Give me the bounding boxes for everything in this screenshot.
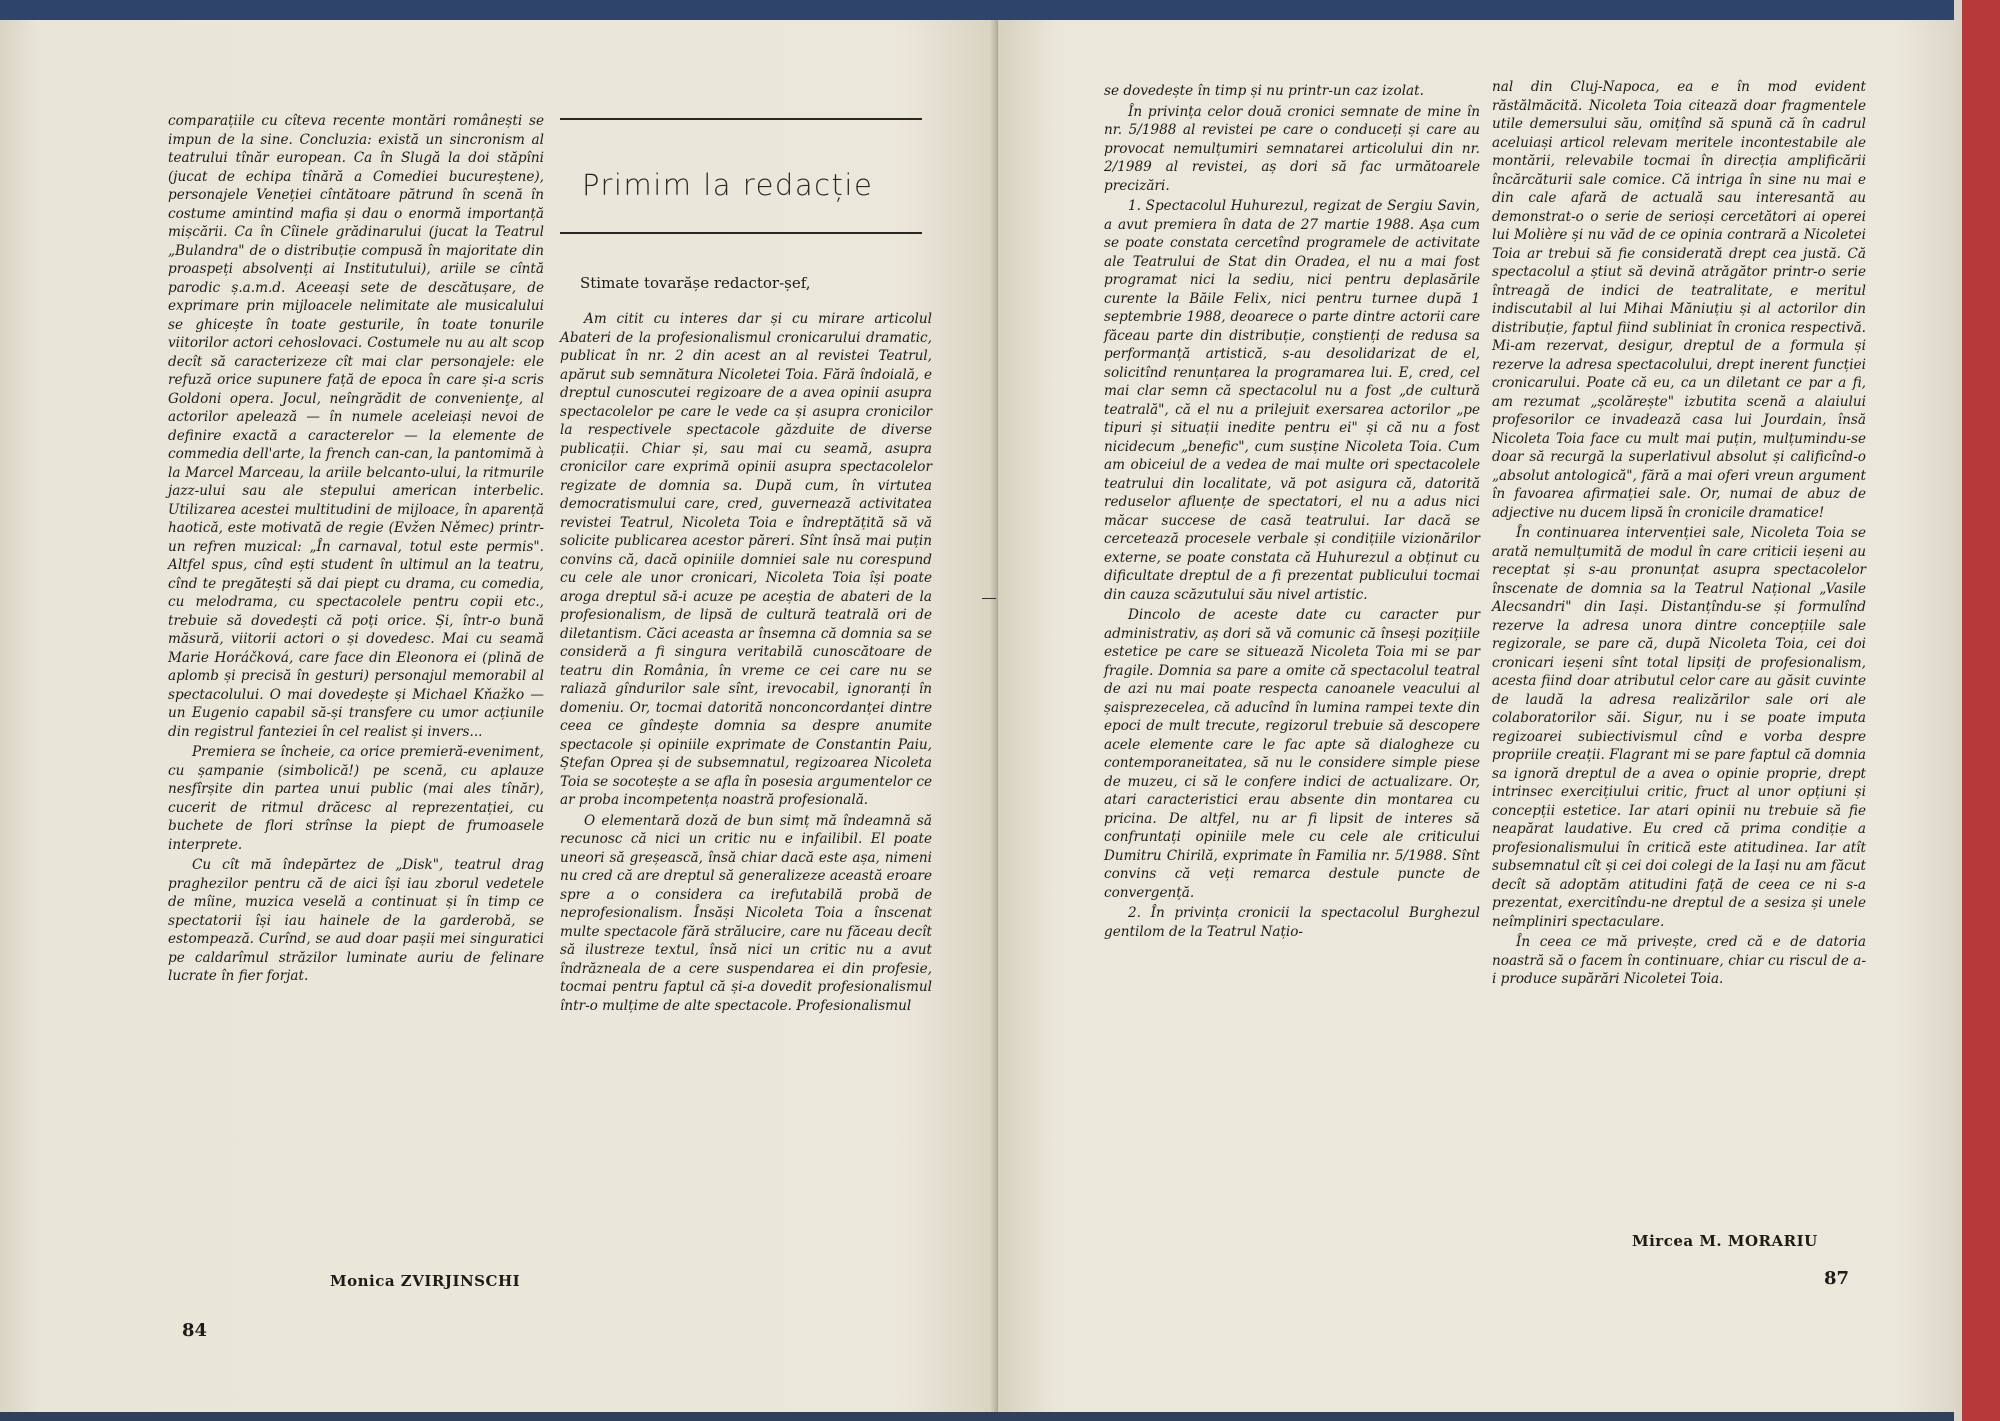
right-page-column-1	[1104, 82, 1480, 1282]
paragraph: În continuarea intervenției sale, Nicoleta Toia se arată nemulțumită de modul în care criticii ieșeni au receptat și s-au pronunțat asupra spectacolelor înscenate de domnia sa la Teatrul Național „Vasile Alecsandri" din Iași. Distanțîndu-se și formulînd rezerve la adresa unora dintre concepțiile sale regizorale, se pare că, după Nicoleta Toia, cei doi cronicari ieșeni sînt total lipsiți de profesionalism, acesta fiind doar atributul celor care au găsit cuvinte de laudă la adresa realizărilor sale ori ale colaboratorilor săi. Sigur, nu i se poate imputa regizoarei subiectivismul cînd e vorba despre propriile creații. Flagrant mi se pare faptul că domnia sa ignoră dreptul de a avea o opinie proprie, drept intrinsec exercițiului critic, fruct al unor opțiuni și concepții estetice. Iar atari opinii nu trebuie să fie neapărat laudative. Eu cred că prima condiție a profesionalismului în critică este atitudinea. Iar atît subsemnatul cît și cei doi colegi de la Iași nu am făcut decît să adoptăm atitudini față de ceea ce ni s-a prezentat, exercitîndu-ne dreptul de a sesiza și unele neîmpliniri spectaculare.	[1492, 525, 1866, 930]
right-page	[998, 20, 1956, 1412]
author-signature: Mircea M. MORARIU	[1632, 1232, 1818, 1250]
paragraph: Cu cît mă îndepărtez de „Disk", teatrul drag praghezilor pentru că de aici își iau zborul vedetele de mîine, muzica veselă a continuat și în timp ce spectatorii își iau hainele de la garderobă, se estompează. Curînd, se aud doar pașii mei singuratici pe caldarîmul străzilor luminate auriu de felinare lucrate în fier forjat.	[168, 857, 544, 984]
left-page	[0, 20, 998, 1412]
paragraph: Dincolo de aceste date cu caracter pur administrativ, aș dori să vă comunic că înseși pozițiile estetice pe care se situează Nicoleta Toia mi se par fragile. Domnia sa pare a omite că spectacolul teatral de azi nu mai poate respecta canoanele veacului al șaisprezecelea, că aducînd în lumina rampei texte din epoci de mult trecute, regizorul trebuie să descopere acele elemente care le fac apte să dialogheze cu contemporaneitatea, să nu le considere simple piese de muzeu, ci să le confere indici de actualizare. Or, atari caracteristici erau absente din montarea cu pricina. De altfel, nu ar fi lipsit de interes să confruntați opiniile mele cu cele ale criticului Dumitru Chirilă, exprimate în Familia nr. 5/1988. Sînt convins că veți remarca destule puncte de convergență.	[1104, 607, 1480, 901]
paragraph: comparațiile cu cîteva recente montări românești se impun de la sine. Concluzia: există un sincronism al teatrului tînăr european. Ca în Slugă la doi stăpîni (jucat de echipa tînără a Comediei bucureștene), personajele Veneției cîntătoare pătrund în scenă în costume amintind mafia și dau o enormă importanță mișcării. Ca în Cîinele grădinarului (jucat la Teatrul „Bulandra" de o distribuție compusă în majoritate din proaspeți absolvenți ai Institutului), ariile se cîntă parodic ș.a.m.d. Aceeași sete de descătușare, de exprimare prin mijloacele nelimitate ale musicalului se ghicește în toate gesturile, în toate tonurile viitorilor actori cehoslovaci. Costumele nu au alt scop decît să caracterizeze cît mai clar personajele: ele refuză orice supunere față de epoca în care și-a scris Goldoni opera. Jocul, neîngrădit de convenienţe, al actorilor apelează — în numele aceleiași nevoi de definire exactă a caracterelor — la elemente de commedia dell'arte, la french can-can, la pantomimă à la Marcel Marceau, la ariile belcanto-ului, la ritmurile jazz-ului sau ale stepului american interbelic. Utilizarea acestei multitudini de mijloace, în aparență haotică, este motivată de regie (Evžen Němec) printr-un refren muzical: „În carnaval, totul este permis". Altfel spus, cînd ești student în ultimul an la teatru, cînd te pregătești să dai piept cu drama, cu comedia, cu melodrama, cu spectacolele pentru copii etc., trebuie să dovedești că poți orice. Și, într-o bună măsură, viitorii actori o și dovedesc. Mai cu seamă Marie Horáčková, care face din Eleonora ei (plină de aplomb și precisă în gesturi) personajul memorabil al spectacolului. O mai dovedește și Michael Kňažko — un Eugenio capabil să-și transfere cu umor acțiunile din registrul fanteziei în cel realist și invers...	[168, 113, 544, 740]
paragraph: Am citit cu interes dar și cu mirare articolul Abateri de la profesionalismul cronicarului dramatic, publicat în nr. 2 din acest an al revistei Teatrul, apărut sub semnătura Nicoletei Toia. Fără îndoială, e dreptul cunoscutei regizoare de a avea opinii asupra spectacolelor pe care le vede ca și asupra cronicilor la respectivele spectacole găzduite de diverse publicații. Chiar și, sau mai cu seamă, asupra cronicilor care exprimă opinii asupra spectacolelor regizate de domnia sa. După cum, în virtutea democratismului care, cred, guvernează activitatea revistei Teatrul, Nicoleta Toia e îndreptățită să vă solicite publicarea acestor păreri. Sînt însă mai puțin convins că, dacă opiniile domniei sale nu corespund cu cele ale unor cronicari, Nicoleta Toia își poate aroga dreptul să-i acuze pe aceștia de abateri de la profesionalism, de lipsă de cultură teatrală ori de diletantism. Căci aceasta ar însemna că domnia sa se consideră a fi singura veritabilă cunoscătoare de teatru din România, în vreme ce cei care nu se raliază gîndurilor sale sînt, irevocabil, ignoranți în domeniu. Or, tocmai datorită nonconcordanței dintre ceea ce gîndește domnia sa despre anumite spectacole și opiniile exprimate de Constantin Paiu, Ștefan Oprea și de subsemnatul, regizoarea Nicoleta Toia se socotește a se afla în posesia argumentelor ce ar proba incompetența noastră profesională.	[560, 311, 932, 808]
letter-greeting: Stimate tovarășe redactor-șef,	[580, 274, 811, 292]
paragraph: se dovedește în timp și nu printr-un caz izolat.	[1104, 83, 1424, 99]
heading-top-rule	[560, 118, 922, 120]
section-heading: Primim la redacție	[582, 168, 874, 202]
paragraph: În privința celor două cronici semnate de mine în nr. 5/1988 al revistei pe care o conduceți și care au provocat nemulțumiri semnatarei articolului din nr. 2/1989 al revistei, aș dori să fac următoarele precizări.	[1104, 103, 1480, 194]
left-page-column-2	[560, 310, 932, 1300]
paragraph: În ceea ce mă privește, cred că e de datoria noastră să o facem în continuare, chiar cu riscul de a-i produce supărări Nicoletei Toia.	[1492, 934, 1866, 987]
heading-bottom-rule	[560, 232, 922, 234]
paragraph: O elementară doză de bun simț mă îndeamnă să recunosc că nici un critic nu e infailibil. El poate uneori să greșească, însă chiar dacă este așa, nimeni nu cred că are dreptul să generalizeze această eroare spre a o considera ca irefutabilă probă de neprofesionalism. Însăși Nicoleta Toia a înscenat multe spectacole fără strălucire, care nu făceau decît să ilustreze textul, însă nici un critic nu a avut îndrăzneala de a cere suspendarea ei din profesie, tocmai pentru faptul că și-a dovedit profesionalismul într-o mulțime de alte spectacole. Profesionalismul	[560, 812, 932, 1014]
paragraph: nal din Cluj-Napoca, ea e în mod evident răstălmăcită. Nicoleta Toia citează doar fragmentele utile demersului său, omițînd să spună că în cadrul aceluiași articol relevam meritele incontestabile ale montării, relevabile tocmai în direcția amplificării încărcăturii sale comice. Că intriga în sine nu mai e din cale afară de actuală sau interesantă au demonstrat-o o serie de serioși cercetători ai operei lui Molière și nu văd de ce opinia contrară a Nicoletei Toia ar trebui să fie considerată drept cea justă. Că spectacolul a știut să devină atrăgător printr-o serie întreagă de indici de teatralitate, e meritul indiscutabil al lui Mihai Măniuțiu și al actorilor din distribuție, faptul fiind subliniat în cronica respectivă. Mi-am rezervat, desigur, dreptul de a formula și rezerve la adresa spectacolului, drept inerent funcției cronicarului. Poate că eu, ca un diletant ce par a fi, am rezumat „școlărește" izbutita scenă a alaiului profesorilor ce invadează casa lui Jourdain, însă Nicoleta Toia face cu mult mai puțin, mulțumindu-se doar să recurgă la superlativul absolut și calificînd-o „absolut antologică", fără a mai oferi vreun argument în favoarea afirmației sale. Or, numai de abuz de adjective nu ducem lipsă în cronicile dramatice!	[1492, 79, 1866, 521]
author-signature: Monica ZVIRJINSCHI	[330, 1272, 521, 1290]
page-number: 84	[182, 1320, 208, 1341]
page-number: 87	[1824, 1268, 1850, 1289]
margin-mark	[982, 598, 996, 599]
right-page-column-2	[1492, 78, 1866, 1238]
book-cover-spine-edge	[1954, 0, 2000, 1421]
paragraph: 1. Spectacolul Huhurezul, regizat de Sergiu Savin, a avut premiera în data de 27 martie 1988. Așa cum se poate constata cercetînd programele de activitate ale Teatrului de Stat din Oradea, el nu a mai fost programat nici la sediu, nici pentru deplasările curente la Băile Felix, nici pentru turnee după 1 septembrie 1988, deoarece o parte dintre actorii care făceau parte din distribuție, conștienți de redusa sa performanță artistică, s-au desolidarizat de el, solicitînd renunțarea la programarea lui. E, cred, cel mai clar semn că spectacolul nu a fost „de cultură teatrală", că el nu a prilejuit exersarea actorilor „pe tipuri și situații inedite pentru ei" și că nu a fost nicidecum „benefic", cum susține Nicoleta Toia. Cum am obiceiul de a vedea de mai multe ori spectacolele teatrului din localitate, vă pot asigura că, datorită reduselor afluențe de spectatori, el nu a adus nici măcar succese de casă teatrului. Iar dacă se cercetează procesele verbale și condițiile vizionărilor externe, se poate constata că Huhurezul a obținut cu dificultate dreptul de a fi prezentat publicului tocmai din cauza scăzutului său nivel artistic.	[1104, 198, 1480, 603]
paragraph: Premiera se încheie, ca orice premieră-eveniment, cu șampanie (simbolică!) pe scenă, cu aplauze nesfîrșite din partea unui public (mai ales tînăr), cucerit de ritmul drăcesc al reprezentației, cu buchete de flori strînse la piept de frumoasele interprete.	[168, 744, 544, 853]
paragraph: 2. În privința cronicii la spectacolul Burghezul gentilom de la Teatrul Națio-	[1104, 905, 1480, 940]
left-page-column-1	[168, 112, 544, 1282]
